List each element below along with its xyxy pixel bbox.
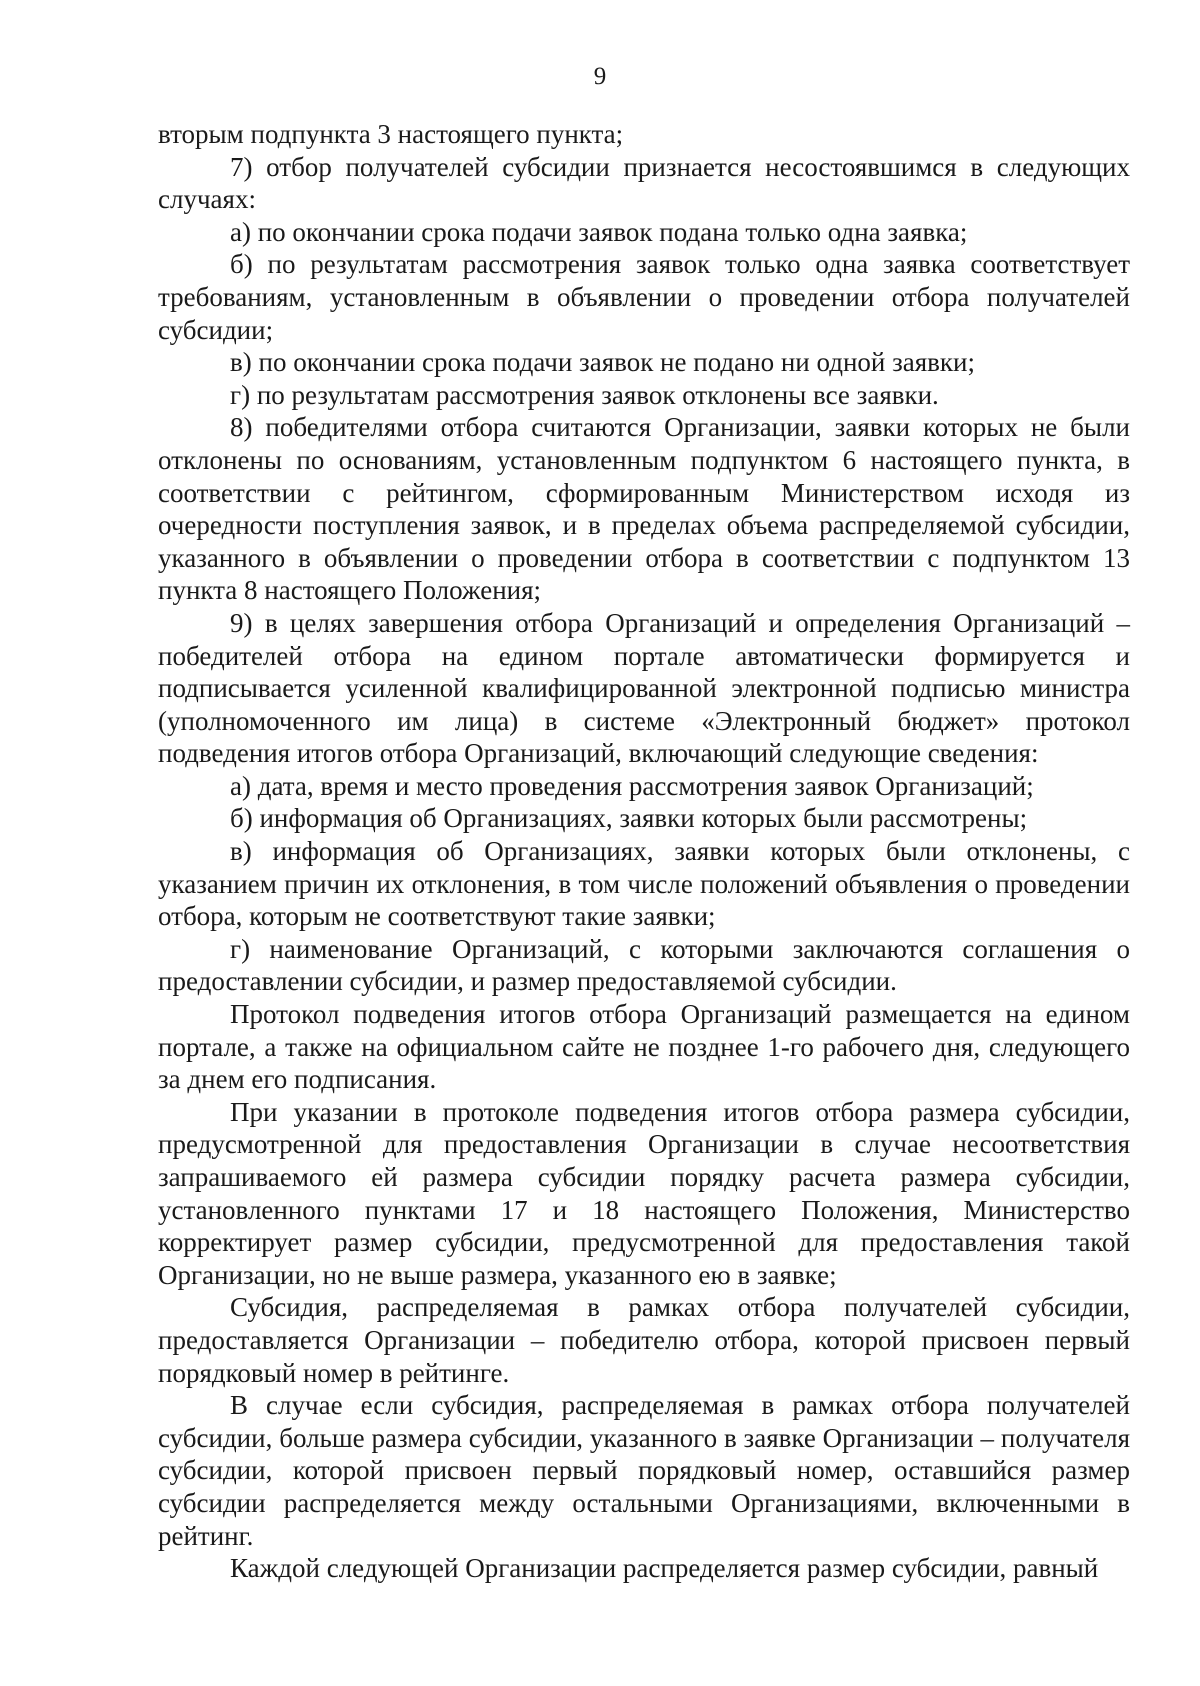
- paragraph: 8) победителями отбора считаются Организации, заявки которых не были отклонены по основаниям, установленным подпунктом 6 настоящего пункта, в соответствии с рейтингом, сформированным Министерством исходя из очередности поступления заявок, и в пределах объема распределяемой субсидии, указанного в объявлении о проведении отбора в соответствии с подпунктом 13 пункта 8 настоящего Положения;: [158, 412, 1130, 606]
- paragraph: 7) отбор получателей субсидии признается несостоявшимся в следующих случаях:: [158, 151, 1130, 215]
- paragraph: г) наименование Организаций, с которыми заключаются соглашения о предоставлении субсидии, и размер предоставляемой субсидии.: [158, 933, 1130, 997]
- paragraph: вторым подпункта 3 настоящего пункта;: [158, 119, 624, 149]
- paragraph: б) по результатам рассмотрения заявок только одна заявка соответствует требованиям, установленным в объявлении о проведении отбора получателей субсидии;: [158, 249, 1130, 345]
- paragraph: а) по окончании срока подачи заявок подана только одна заявка;: [230, 216, 968, 247]
- paragraph: г) по результатам рассмотрения заявок отклонены все заявки.: [230, 379, 939, 410]
- paragraph: При указании в протоколе подведения итогов отбора размера субсидии, предусмотренной для предоставления Организации в случае несоответствия запрашиваемого ей размера субсидии порядку расчета размера субсидии, установленного пунктами 17 и 18 настоящего Положения, Министерство корректирует размер субсидии, предусмотренной для предоставления такой Организации, но не выше размера, указанного ею в заявке;: [158, 1096, 1130, 1290]
- paragraph: Протокол подведения итогов отбора Организаций размещается на едином портале, а также на официальном сайте не позднее 1-го рабочего дня, следующего за днем его подписания.: [158, 999, 1130, 1095]
- paragraph: в) по окончании срока подачи заявок не подано ни одной заявки;: [230, 347, 975, 378]
- paragraph: а) дата, время и место проведения рассмотрения заявок Организаций;: [230, 770, 1034, 801]
- paragraph: Каждой следующей Организации распределяется размер субсидии, равный: [230, 1553, 1099, 1584]
- page-number: 9: [593, 63, 607, 90]
- paragraph: 9) в целях завершения отбора Организаций и определения Организаций – победителей отбора на едином портале автоматически формируется и подписывается усиленной квалифицированной электронной подписью министра (уполномоченного им лица) в системе «Электронный бюджет» протокол подведения итогов отбора Организаций, включающий следующие сведения:: [158, 607, 1130, 769]
- paragraph: б) информация об Организациях, заявки которых были рассмотрены;: [230, 803, 1028, 834]
- paragraph: Субсидия, распределяемая в рамках отбора получателей субсидии, предоставляется Организации – победителю отбора, которой присвоен первый порядковый номер в рейтинге.: [158, 1292, 1130, 1388]
- paragraph: в) информация об Организациях, заявки которых были отклонены, с указанием причин их отклонения, в том числе положений объявления о проведении отбора, которым не соответствуют такие заявки;: [158, 836, 1130, 932]
- paragraph: В случае если субсидия, распределяемая в рамках отбора получателей субсидии, больше размера субсидии, указанного в заявке Организации – получателя субсидии, которой присвоен первый порядковый номер, оставшийся размер субсидии распределяется между остальными Организациями, включенными в рейтинг.: [158, 1390, 1130, 1551]
- document-body: [158, 118, 1130, 1585]
